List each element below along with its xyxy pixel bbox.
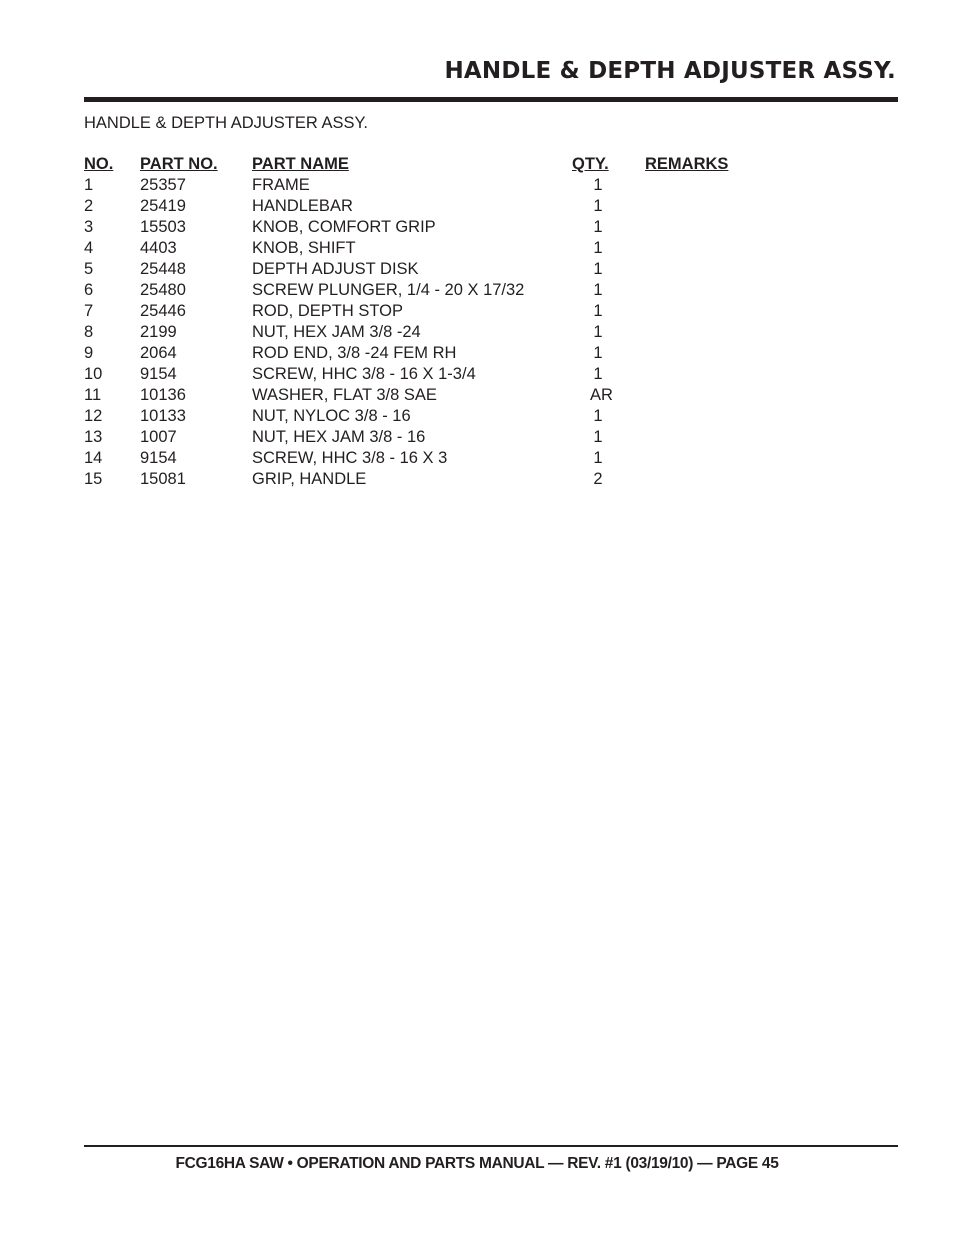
cell-qty: 1 [593,428,603,446]
cell-qty: 1 [593,239,603,257]
table-row [84,469,784,490]
cell-no: 3 [84,218,94,236]
cell-part-name: DEPTH ADJUST DISK [252,260,419,278]
cell-no: 5 [84,260,94,278]
cell-no: 14 [84,449,103,467]
footer-text: FCG16HA SAW • OPERATION AND PARTS MANUAL — REV. #1 (03/19/10) — PAGE 45 [175,1155,779,1172]
cell-no: 15 [84,470,103,488]
table-row [84,301,784,322]
cell-qty: 1 [593,323,603,341]
cell-part-no: 25419 [140,197,186,215]
cell-part-no: 10133 [140,407,186,425]
cell-part-name: GRIP, HANDLE [252,470,367,488]
cell-qty: 1 [593,407,603,425]
cell-part-name: HANDLEBAR [252,197,353,215]
cell-part-name: KNOB, COMFORT GRIP [252,218,436,236]
table-row [84,259,784,280]
cell-no: 9 [84,344,94,362]
table-row [84,448,784,469]
table-row [84,175,784,196]
column-header-part-name: PART NAME [252,155,349,173]
table-row [84,385,784,406]
cell-part-no: 15503 [140,218,186,236]
table-row [84,217,784,238]
table-row [84,196,784,217]
cell-part-no: 9154 [140,365,177,383]
cell-part-name: SCREW PLUNGER, 1/4 - 20 X 17/32 [252,281,525,299]
cell-part-no: 2199 [140,323,177,341]
cell-part-name: WASHER, FLAT 3/8 SAE [252,386,437,404]
cell-no: 10 [84,365,103,383]
cell-part-no: 25357 [140,176,186,194]
cell-qty: 2 [593,470,603,488]
cell-part-no: 25448 [140,260,186,278]
cell-no: 2 [84,197,94,215]
cell-part-name: NUT, NYLOC 3/8 - 16 [252,407,411,425]
cell-part-no: 15081 [140,470,186,488]
column-header-part-no: PART NO. [140,155,218,173]
cell-qty: 1 [593,281,603,299]
cell-qty: 1 [593,449,603,467]
cell-no: 7 [84,302,94,320]
cell-no: 11 [84,386,102,404]
cell-part-no: 25480 [140,281,186,299]
section-subtitle: HANDLE & DEPTH ADJUSTER ASSY. [84,114,368,132]
cell-part-name: ROD END, 3/8 -24 FEM RH [252,344,457,362]
cell-no: 13 [84,428,103,446]
table-row [84,406,784,427]
column-header-qty: QTY. [572,155,609,173]
cell-qty: 1 [593,344,603,362]
column-header-no: NO. [84,155,114,173]
cell-part-name: NUT, HEX JAM 3/8 - 16 [252,428,426,446]
table-row [84,343,784,364]
table-header-row [84,154,784,175]
cell-no: 6 [84,281,94,299]
cell-qty: 1 [593,218,603,236]
cell-part-name: NUT, HEX JAM 3/8 -24 [252,323,421,341]
cell-no: 4 [84,239,94,257]
cell-qty: 1 [593,302,603,320]
column-header-remarks: REMARKS [645,155,729,173]
cell-part-name: SCREW, HHC 3/8 - 16 X 3 [252,449,448,467]
table-row [84,238,784,259]
table-row [84,322,784,343]
cell-part-no: 10136 [140,386,186,404]
cell-no: 8 [84,323,94,341]
cell-qty: 1 [593,365,603,383]
parts-table [84,154,784,490]
cell-no: 12 [84,407,103,425]
cell-qty: 1 [593,260,603,278]
cell-no: 1 [84,176,94,194]
cell-qty: AR [590,386,613,404]
table-body [84,175,784,490]
cell-qty: 1 [593,197,603,215]
footer-rule [84,1145,898,1147]
table-row [84,280,784,301]
table-row [84,364,784,385]
table-row [84,427,784,448]
title-rule [84,97,898,102]
cell-part-name: ROD, DEPTH STOP [252,302,403,320]
cell-part-no: 4403 [140,239,177,257]
cell-part-no: 1007 [140,428,177,446]
cell-part-no: 9154 [140,449,177,467]
cell-qty: 1 [593,176,603,194]
page-title: HANDLE & DEPTH ADJUSTER ASSY. [444,58,896,84]
cell-part-name: FRAME [252,176,310,194]
cell-part-no: 25446 [140,302,186,320]
cell-part-name: SCREW, HHC 3/8 - 16 X 1-3/4 [252,365,476,383]
cell-part-no: 2064 [140,344,177,362]
cell-part-name: KNOB, SHIFT [252,239,356,257]
